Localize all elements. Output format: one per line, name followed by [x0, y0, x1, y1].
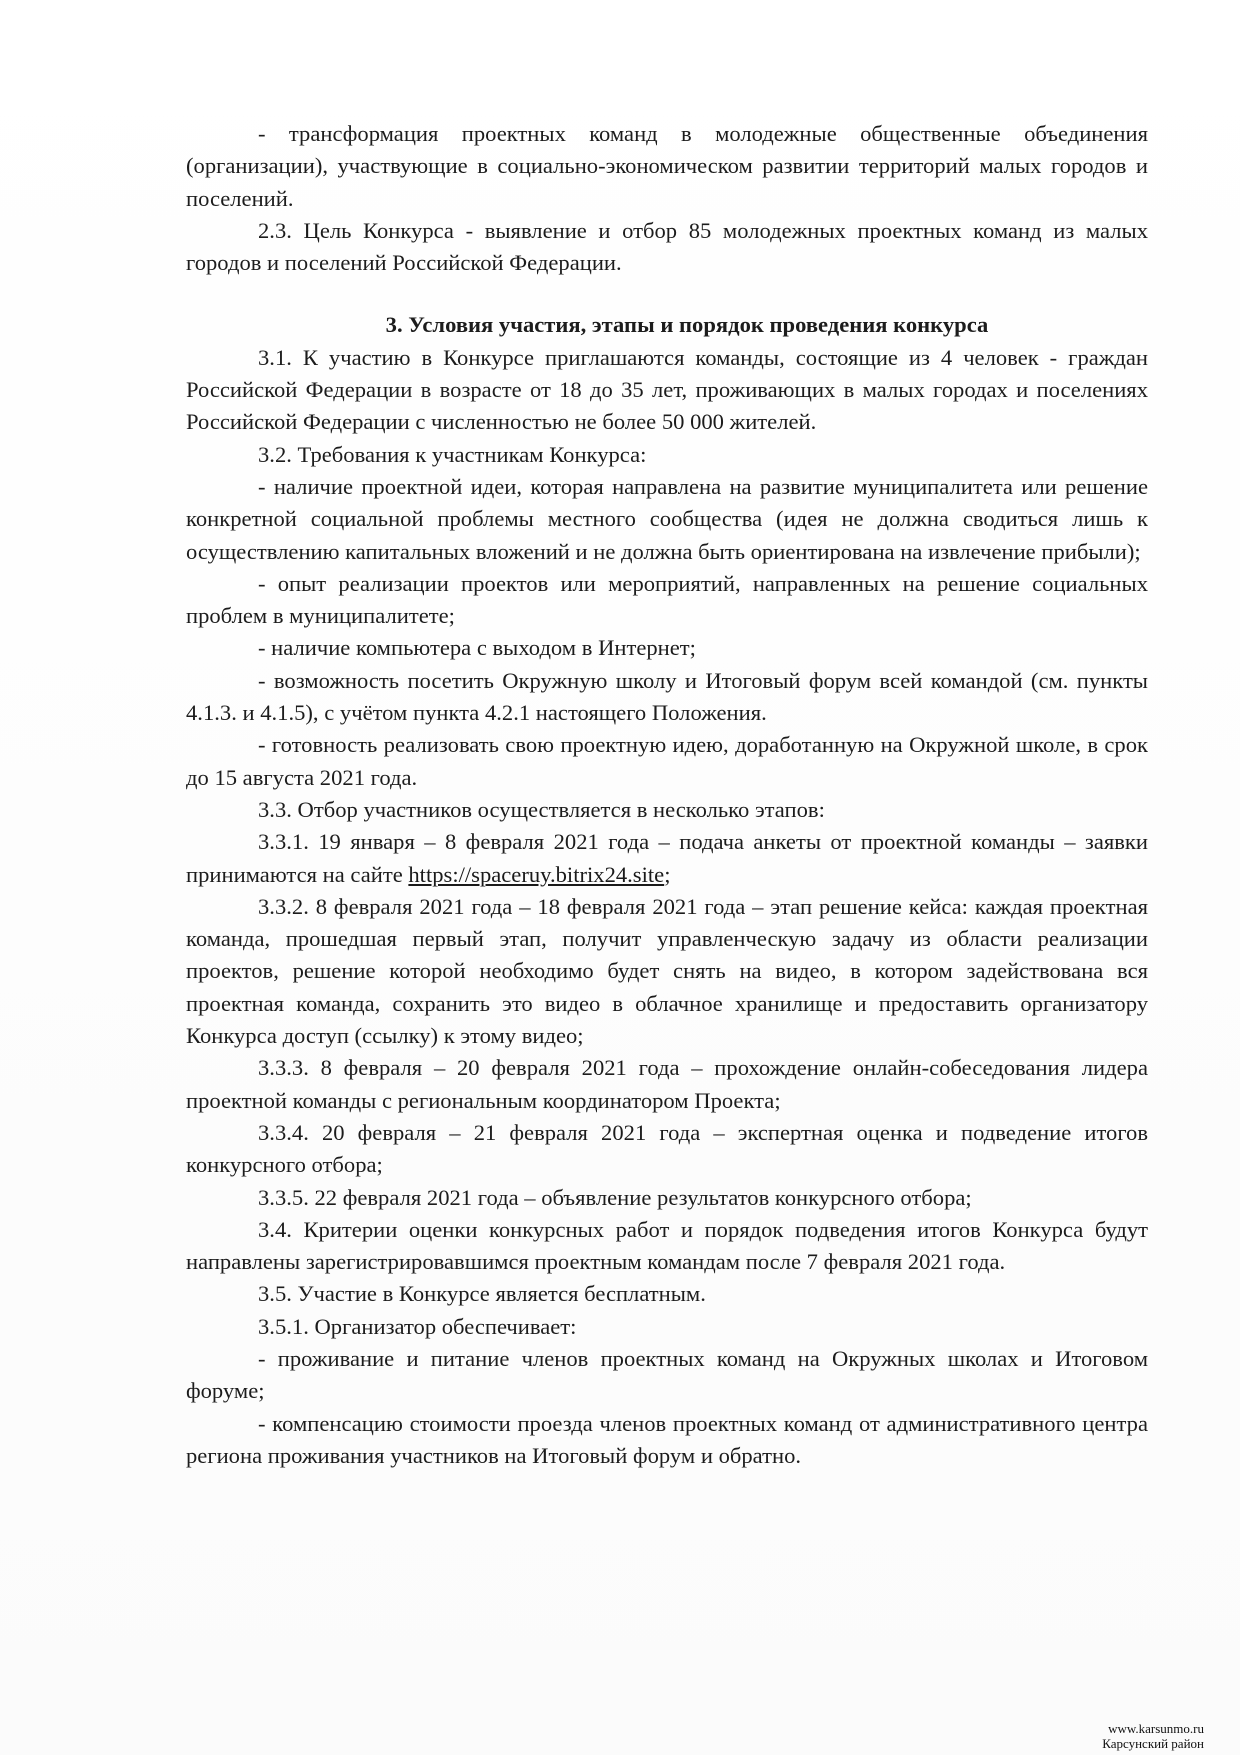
paragraph-3-3-1-text: 3.3.1. 19 января – 8 февраля 2021 года – подача анкеты от проектной команды – заявки принимаются на сайте: [186, 829, 1148, 887]
requirement-item: - возможность посетить Окружную школу и Итоговый форум всей командой (см. пункты 4.1.3. и 4.1.5), с учётом пункта 4.2.1 настоящего Положения.: [186, 667, 1148, 726]
requirement-item: - наличие проектной идеи, которая направлена на развитие муниципалитета или решение конкретной социальной проблемы местного сообщества (идея не должна сводиться лишь к осуществлению капитальных вложений и не должна быть ориентирована на извлечение прибыли);: [186, 473, 1148, 564]
organizer-item: - компенсацию стоимости проезда членов проектных команд от административного центра региона проживания участников на Итоговый форум и обратно.: [186, 1410, 1148, 1468]
paragraph-3-5: 3.5. Участие в Конкурсе является бесплатным.: [258, 1281, 706, 1307]
section-3-heading: 3. Условия участия, этапы и порядок проведения конкурса: [385, 312, 989, 338]
paragraph-3-3-2: 3.3.2. 8 февраля 2021 года – 18 февраля 2021 года – этап решение кейса: каждая проектная команда, прошедшая первый этап, получит управленческую задачу из области реализации проектов, решение которой необходимо будет снять на видео, в котором задействована вся проектная команда, сохранить это видео в облачное хранилище и предоставить организатору Конкурса доступ (ссылку) к этому видео;: [186, 893, 1148, 1049]
paragraph-3-2: 3.2. Требования к участникам Конкурса:: [258, 441, 647, 467]
paragraph-3-1: 3.1. К участию в Конкурсе приглашаются команды, состоящие из 4 человек - граждан Российской Федерации в возрасте от 18 до 35 лет, проживающих в малых городах и поселениях Российской Федерации с численностью не более 50 000 жителей.: [186, 344, 1148, 435]
paragraph-3-3: 3.3. Отбор участников осуществляется в несколько этапов:: [258, 796, 825, 822]
application-site-link[interactable]: https://spaceruy.bitrix24.site: [408, 861, 665, 887]
footer-district: Карсунский район: [1102, 1736, 1204, 1751]
paragraph-3-3-1-end: ;: [664, 861, 671, 887]
paragraph-2-3-goal: 2.3. Цель Конкурса - выявление и отбор 85 молодежных проектных команд из малых городов и поселений Российской Федерации.: [186, 217, 1148, 276]
organizer-item: - проживание и питание членов проектных команд на Окружных школах и Итоговом форуме;: [186, 1345, 1148, 1404]
document-body: [186, 118, 1148, 1472]
requirement-item: - наличие компьютера с выходом в Интернет;: [258, 635, 696, 661]
paragraph-3-3-4: 3.3.4. 20 февраля – 21 февраля 2021 года – экспертная оценка и подведение итогов конкурсного отбора;: [186, 1119, 1148, 1178]
paragraph-3-3-3: 3.3.3. 8 февраля – 20 февраля 2021 года – прохождение онлайн-собеседования лидера проектной команды с региональным координатором Проекта;: [186, 1055, 1148, 1113]
paragraph-3-5-1: 3.5.1. Организатор обеспечивает:: [258, 1313, 577, 1339]
requirement-item: - готовность реализовать свою проектную идею, доработанную на Окружной школе, в срок до 15 августа 2021 года.: [186, 732, 1148, 790]
paragraph-3-3-1: [186, 826, 1148, 891]
page-footer: [1102, 1721, 1204, 1751]
paragraph-transformation: - трансформация проектных команд в молодежные общественные объединения (организации), участвующие в социально-экономическом развитии территорий малых городов и поселений.: [186, 121, 1148, 211]
footer-site: www.karsunmo.ru: [1108, 1721, 1204, 1736]
paragraph-3-3-5: 3.3.5. 22 февраля 2021 года – объявление результатов конкурсного отбора;: [258, 1184, 972, 1210]
requirement-item: - опыт реализации проектов или мероприятий, направленных на решение социальных проблем в муниципалитете;: [186, 570, 1148, 629]
paragraph-3-4: 3.4. Критерии оценки конкурсных работ и порядок подведения итогов Конкурса будут направлены зарегистрировавшимся проектным командам после 7 февраля 2021 года.: [186, 1216, 1148, 1275]
section-gap: [186, 279, 1148, 309]
